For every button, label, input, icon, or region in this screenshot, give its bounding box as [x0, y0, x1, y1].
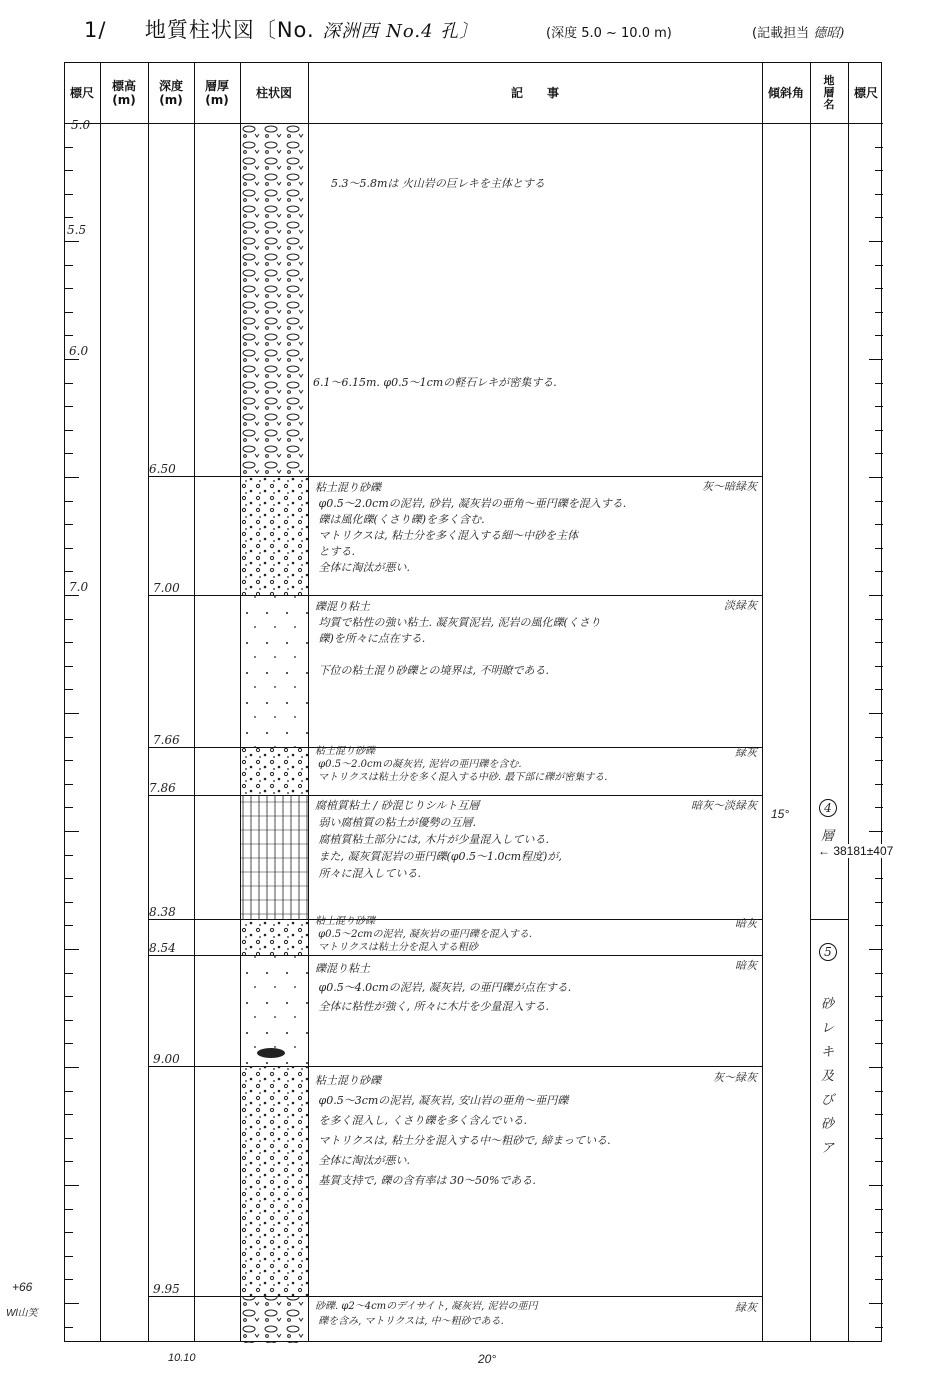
scale-tick	[869, 713, 883, 714]
scale-tick	[65, 784, 73, 785]
description-text: 砂礫. φ2～4cmのデイサイト, 凝灰岩, 泥岩の亜円 礫を含み, マトリクスは, 中～粗砂である.	[315, 1301, 538, 1327]
scale-tick	[875, 430, 883, 431]
scale-tick	[65, 359, 79, 360]
scale-tick	[65, 925, 73, 926]
col-elevation: 標高 (m)	[111, 79, 136, 107]
scale-tick	[875, 1256, 883, 1257]
scale-tick	[869, 477, 883, 478]
scale-tick	[875, 194, 883, 195]
scale-tick	[869, 595, 883, 596]
recorder-name: 德昭)	[813, 26, 845, 41]
scale-tick	[875, 807, 883, 808]
scale-label: 6.0	[69, 344, 89, 358]
table-header	[65, 63, 881, 124]
scale-tick	[65, 666, 73, 667]
age-annotation: ← 38181±407	[818, 844, 894, 858]
columnar-section	[241, 123, 308, 1343]
description-text: 6.1～6.15m. φ0.5～1cmの軽石レキが密集する.	[313, 376, 557, 389]
description-text: 5.3～5.8mは 火山岩の巨レキを主体とする	[331, 177, 545, 190]
col-scale: 標尺	[69, 86, 94, 100]
scale-tick	[869, 123, 883, 124]
col-depth: 深度 (m)	[158, 79, 183, 107]
scale-tick	[875, 1091, 883, 1092]
scale-tick	[875, 265, 883, 266]
scale-tick	[65, 430, 73, 431]
scale-tick	[875, 973, 883, 974]
scale-tick	[875, 1114, 883, 1115]
depth-label: 7.86	[149, 781, 176, 795]
depth-label: 8.38	[149, 905, 176, 919]
divider	[194, 63, 195, 1341]
scale-tick	[65, 1232, 73, 1233]
depth-label: 7.66	[153, 733, 180, 747]
scale-tick	[65, 973, 73, 974]
scale-tick	[65, 312, 73, 313]
scale-tick	[65, 1279, 73, 1280]
formation-boundary	[810, 919, 848, 920]
scale-tick	[65, 194, 73, 195]
scale-tick	[875, 760, 883, 761]
scale-tick	[875, 784, 883, 785]
scale-tick	[875, 666, 883, 667]
scale-tick	[875, 619, 883, 620]
scale-label: 7.0	[69, 580, 89, 594]
document-header	[84, 14, 478, 44]
description-text: 礫混り粘土 均質で粘性の強い粘土. 凝灰質泥岩, 泥岩の風化礫(くさり 礫)を所々に点在する. 下位の粘土混り砂礫との境界は, 不明瞭である.	[315, 600, 601, 677]
scale-tick	[65, 217, 73, 218]
scale-tick	[65, 147, 73, 148]
scale-tick	[875, 1279, 883, 1280]
description-text: 腐植質粘土 / 砂混じりシルト互層 弱い腐植質の粘土が優勢の互層. 腐植質粘土部分には, 木片が少量混入している. また, 凝灰質泥岩の亜円礫(φ0.5～1.0cm程度)が, 所々に混入している.	[315, 799, 562, 880]
formation-unit-5	[819, 943, 837, 961]
scale-tick	[65, 1256, 73, 1257]
col-thickness: 層厚 (m)	[204, 79, 229, 107]
scale-tick	[875, 1043, 883, 1044]
recorder	[752, 22, 844, 41]
borehole-number: 深洲西 No.4 孔〕	[322, 21, 479, 42]
depth-label: 6.50	[149, 462, 176, 476]
scale-tick	[65, 265, 73, 266]
soil-color: 暗灰	[735, 917, 757, 930]
scale-tick	[65, 501, 73, 502]
scale-tick	[65, 737, 73, 738]
scale-tick	[65, 619, 73, 620]
scale-tick	[65, 1327, 73, 1328]
scale-tick	[65, 477, 79, 478]
scale-tick	[875, 571, 883, 572]
footer-note: 10.10	[168, 1352, 196, 1364]
scale-tick	[65, 406, 73, 407]
scale-tick	[65, 949, 79, 950]
scale-label: 5.0	[71, 118, 91, 132]
scale-tick	[65, 902, 73, 903]
scale-tick	[65, 1303, 79, 1304]
divider	[810, 63, 811, 1341]
scale-tick	[875, 1161, 883, 1162]
depth-label: 9.00	[153, 1052, 180, 1066]
soil-color: 暗灰	[735, 959, 757, 972]
scale-tick	[65, 1138, 73, 1139]
formation-name: 層	[821, 829, 835, 844]
scale-tick	[65, 524, 73, 525]
scale-tick	[875, 1138, 883, 1139]
scale-tick	[65, 855, 73, 856]
soil-color: 暗灰～淡緑灰	[691, 799, 757, 812]
divider	[848, 63, 849, 1341]
scale-tick	[875, 996, 883, 997]
divider	[148, 63, 149, 1341]
col-columnar: 柱状図	[255, 86, 292, 100]
col-formation: 地 層 名	[823, 74, 835, 111]
scale-tick	[875, 925, 883, 926]
scale-tick	[875, 383, 883, 384]
scale-tick	[65, 760, 73, 761]
scale-tick	[875, 147, 883, 148]
scale-tick	[65, 689, 73, 690]
scale-tick	[875, 642, 883, 643]
col-description: 記 事	[510, 86, 559, 100]
margin-note: Wl山笑	[6, 1308, 38, 1319]
soil-color: 緑灰	[735, 1301, 757, 1314]
soil-color: 緑灰	[735, 746, 757, 759]
scale-tick	[875, 335, 883, 336]
dip-angle: 15°	[771, 807, 790, 821]
scale-tick	[65, 1067, 79, 1068]
depth-range: (深度 5.0 ~ 10.0 m)	[546, 26, 672, 41]
log-table	[64, 62, 882, 1342]
formation-number: 5	[819, 943, 837, 961]
margin-note: +66	[12, 1280, 33, 1294]
scale-tick	[875, 1327, 883, 1328]
scale-tick	[65, 996, 73, 997]
scale-tick	[65, 595, 79, 596]
formation-name: 砂レキ及び砂ア	[821, 997, 835, 1156]
scale-tick	[65, 1209, 73, 1210]
formation-unit-4	[819, 799, 837, 817]
depth-label: 9.95	[153, 1282, 180, 1296]
scale-tick	[65, 383, 73, 384]
scale-tick	[875, 1209, 883, 1210]
scale-tick	[65, 1114, 73, 1115]
scale-tick	[875, 217, 883, 218]
scale-tick	[875, 288, 883, 289]
scale-tick	[65, 1091, 73, 1092]
col-scale-right: 標尺	[853, 86, 878, 100]
scale-tick	[869, 1067, 883, 1068]
divider	[100, 63, 101, 1341]
page-number: 1/	[84, 18, 107, 42]
scale-tick	[65, 335, 73, 336]
scale-tick	[65, 288, 73, 289]
scale-tick	[65, 831, 79, 832]
divider	[308, 63, 309, 1341]
scale-tick	[869, 1185, 883, 1186]
divider	[762, 63, 763, 1341]
col-dip: 傾斜角	[767, 86, 804, 100]
scale-tick	[875, 1020, 883, 1021]
scale-tick	[65, 453, 73, 454]
scale-tick	[875, 524, 883, 525]
scale-tick	[875, 689, 883, 690]
scale-tick	[875, 1232, 883, 1233]
description-text: 粘土混り砂礫 φ0.5～3cmの泥岩, 凝灰岩, 安山岩の亜角～亜円礫 を多く混入し, くさり礫を多く含んでいる. マトリクスは, 粘土分を混入する中～粗砂で, 締まっている. 全体に淘汰が悪い. 基質支持で, 礫の含有率は 30～50%である.	[315, 1074, 611, 1187]
scale-tick	[65, 170, 73, 171]
scale-tick	[869, 831, 883, 832]
scale-tick	[875, 737, 883, 738]
scale-tick	[869, 241, 883, 242]
scale-tick	[875, 170, 883, 171]
scale-tick	[869, 1303, 883, 1304]
footer-note: 20°	[478, 1352, 497, 1366]
formation-number: 4	[819, 799, 837, 817]
scale-tick	[65, 1043, 73, 1044]
scale-tick	[869, 949, 883, 950]
scale-tick	[875, 453, 883, 454]
scale-tick	[65, 713, 79, 714]
scale-tick	[65, 1020, 73, 1021]
depth-label: 7.00	[153, 581, 180, 595]
soil-color: 灰～緑灰	[713, 1071, 757, 1084]
description-text: 粘土混り砂礫 φ0.5～2.0cmの凝灰岩, 泥岩の亜円礫を含む. マトリクスは粘土分を多く混入する中砂. 最下部に礫が密集する.	[315, 746, 608, 783]
soil-color: 灰～暗緑灰	[702, 480, 757, 493]
scale-tick	[875, 548, 883, 549]
scale-tick	[65, 548, 73, 549]
description-text: 礫混り粘土 φ0.5～4.0cmの泥岩, 凝灰岩, の亜円礫が点在する. 全体に粘性が強く, 所々に木片を少量混入する.	[315, 962, 572, 1013]
scale-tick	[875, 902, 883, 903]
scale-tick	[869, 359, 883, 360]
scale-tick	[65, 878, 73, 879]
soil-color: 淡緑灰	[724, 599, 757, 612]
scale-tick	[65, 571, 73, 572]
depth-label: 8.54	[149, 941, 176, 955]
scale-tick	[875, 406, 883, 407]
scale-tick	[65, 807, 73, 808]
description-text: 粘土混り砂礫 φ0.5～2cmの泥岩, 凝灰岩の亜円礫を混入する. マトリクスは粘土分を混入する粗砂	[315, 916, 533, 953]
scale-tick	[65, 642, 73, 643]
document-title: 地質柱状図〔No.	[144, 18, 315, 42]
description-text: 粘土混り砂礫 φ0.5～2.0cmの泥岩, 砂岩, 凝灰岩の亜角～亜円礫を混入する. 礫は風化礫(くさり礫)を多く含む. マトリクスは, 粘土分を多く混入する細～中砂を主体 とする. 全体に淘汰が悪い.	[315, 481, 627, 574]
scale-tick	[65, 1185, 79, 1186]
scale-tick	[65, 241, 79, 242]
scale-label: 5.5	[67, 223, 87, 237]
scale-tick	[875, 501, 883, 502]
scale-tick	[875, 312, 883, 313]
recorder-label: (記載担当	[752, 26, 810, 41]
scale-tick	[875, 878, 883, 879]
scale-tick	[65, 1161, 73, 1162]
